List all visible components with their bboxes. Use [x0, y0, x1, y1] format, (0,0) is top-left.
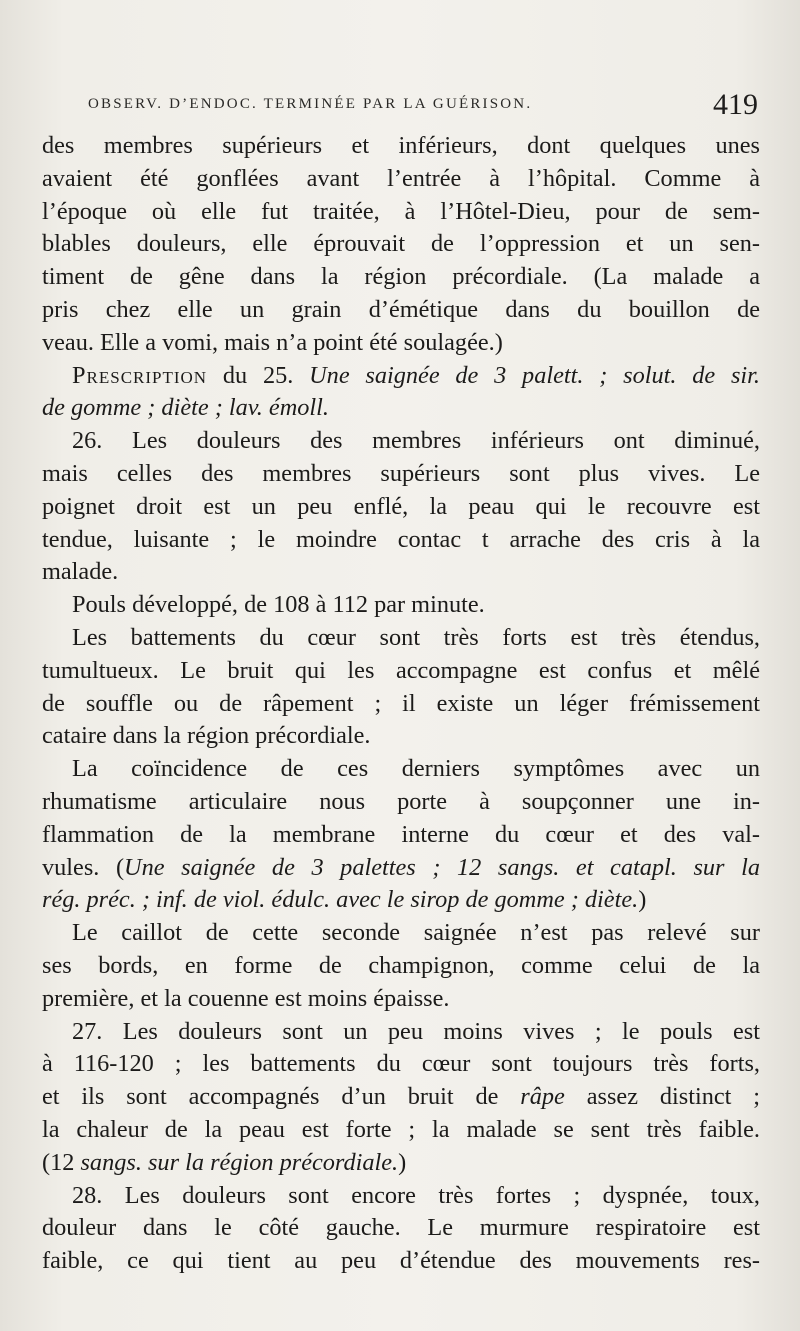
text-line: rhumatisme articulaire nous porte à soupçonner une in-: [42, 787, 760, 815]
text-line: [42, 392, 760, 425]
text-line: [42, 1147, 760, 1180]
text-line: des membres supérieurs et inférieurs, dont quelques unes: [42, 132, 760, 159]
body-text: [42, 130, 760, 1278]
text-line: Pouls développé, de 108 à 112 par minute.: [72, 591, 485, 619]
text-line: timent de gêne dans la région précordiale. (La malade a: [42, 263, 760, 291]
text-line: blables douleurs, elle éprouvait de l’oppression et un sen-: [42, 230, 760, 258]
text-line: [42, 884, 760, 917]
text-span: du 25.: [207, 361, 310, 389]
prescription-line: [42, 360, 760, 393]
text-line: [42, 852, 760, 885]
page-header: [88, 88, 766, 124]
running-head: OBSERV. D’ENDOC. TERMINÉE PAR LA GUÉRISON.: [88, 96, 533, 112]
text-line: [42, 1081, 760, 1114]
italic-span: Une saignée de 3 palett. ; solut. de sir.: [309, 361, 760, 389]
text-span: (12: [42, 1148, 81, 1176]
text-line: tendue, luisante ; le moindre contac t arrache des cris à la: [42, 525, 760, 553]
text-line: mais celles des membres supérieurs sont plus vives. Le: [42, 459, 760, 487]
text-span: ): [398, 1148, 407, 1176]
text-line: pris chez elle un grain d’émétique dans du bouillon de: [42, 295, 760, 323]
text-line: ses bords, en forme de champignon, comme celui de la: [42, 951, 760, 979]
text-line: première, et la couenne est moins épaisse.: [42, 984, 450, 1012]
text-span: ): [638, 886, 647, 914]
italic-span: Une saignée de 3 palettes ; 12 sangs. et catapl. sur la: [124, 853, 760, 881]
text-line: 27. Les douleurs sont un peu moins vives ; le pouls est: [72, 1017, 760, 1045]
text-line: faible, ce qui tient au peu d’étendue des mouvements res-: [42, 1247, 760, 1275]
text-line: malade.: [42, 558, 119, 586]
italic-span: rég. préc. ; inf. de viol. édulc. avec le sirop de gomme ; diète.: [42, 886, 639, 914]
text-line: l’époque où elle fut traitée, à l’Hôtel-Dieu, pour de sem-: [42, 197, 760, 225]
italic-span: de gomme ; diète ; lav. émoll.: [42, 394, 329, 422]
text-line: Les battements du cœur sont très forts est très étendus,: [72, 623, 760, 651]
text-line: 28. Les douleurs sont encore très fortes ; dyspnée, toux,: [72, 1181, 760, 1209]
text-line: douleur dans le côté gauche. Le murmure respiratoire est: [42, 1214, 760, 1242]
prescription-label: Prescription: [72, 361, 208, 389]
text-line: veau. Elle a vomi, mais n’a point été soulagée.): [42, 328, 503, 356]
text-line: 26. Les douleurs des membres inférieurs ont diminué,: [72, 427, 760, 455]
text-line: Le caillot de cette seconde saignée n’est pas relevé sur: [72, 919, 760, 947]
text-span: vules. (: [42, 853, 125, 881]
italic-span: râpe: [520, 1083, 565, 1111]
text-line: tumultueux. Le bruit qui les accompagne est confus et mêlé: [42, 656, 760, 684]
text-line: de souffle ou de râpement ; il existe un léger frémissement: [42, 689, 760, 717]
italic-span: sangs. sur la région précordiale.: [80, 1148, 399, 1176]
text-line: La coïncidence de ces derniers symptômes avec un: [72, 755, 760, 783]
text-line: flammation de la membrane interne du cœur et des val-: [42, 820, 760, 848]
text-span: et ils sont accompagnés d’un bruit de: [42, 1083, 521, 1111]
text-line: poignet droit est un peu enflé, la peau qui le recouvre est: [42, 492, 760, 520]
text-line: cataire dans la région précordiale.: [42, 722, 371, 750]
page-number: 419: [713, 88, 758, 121]
text-line: la chaleur de la peau est forte ; la malade se sent très faible.: [42, 1115, 760, 1143]
text-span: assez distinct ;: [564, 1083, 760, 1111]
text-line: à 116-120 ; les battements du cœur sont toujours très forts,: [42, 1050, 760, 1078]
text-line: avaient été gonflées avant l’entrée à l’hôpital. Comme à: [42, 164, 760, 192]
